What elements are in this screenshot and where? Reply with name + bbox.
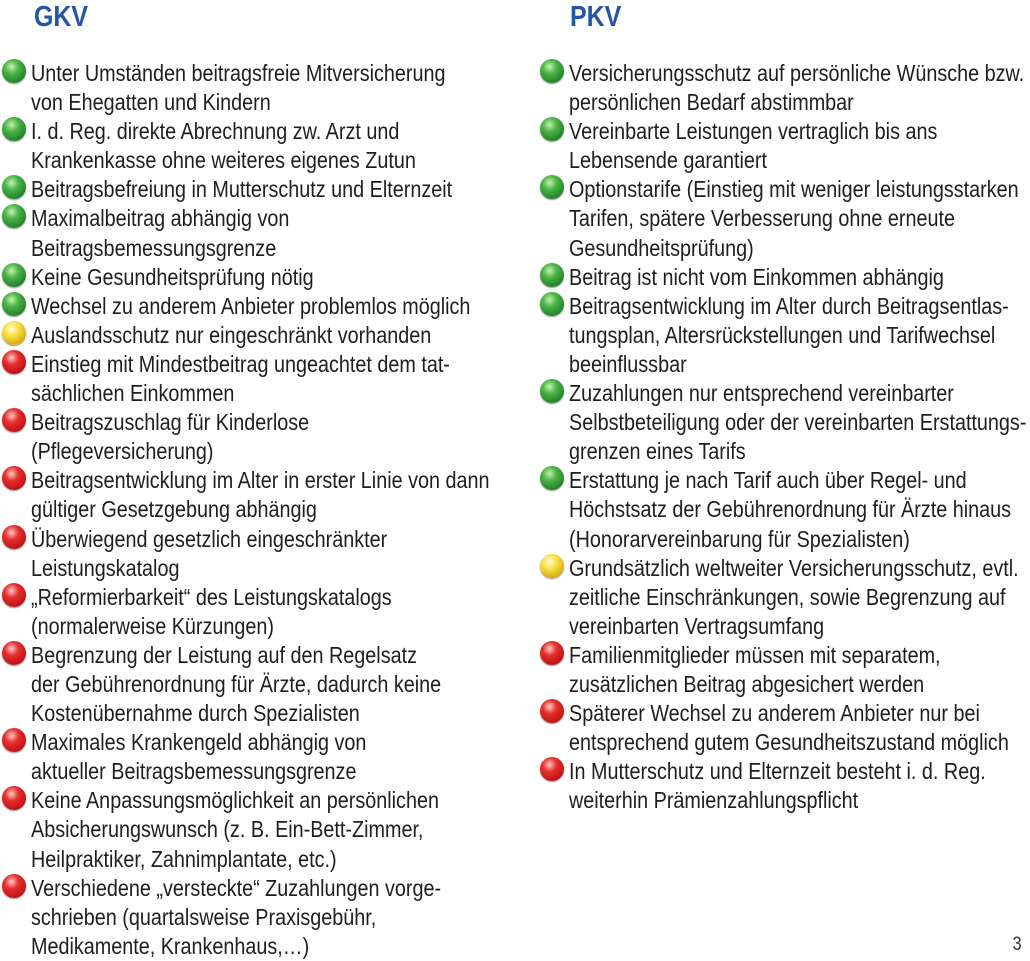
list-item — [538, 59, 1030, 117]
green-dot-icon — [2, 175, 26, 199]
list-item-text: Zuzahlungen nur entsprechend vereinbarter Selbstbeteiligung oder der vereinbarten Erstattungs- grenzen eines Tarifs — [569, 380, 1027, 465]
yellow-dot-icon — [540, 554, 564, 578]
list-item — [0, 175, 571, 204]
list-item-text: Überwiegend gesetzlich eingeschränkter Leistungskatalog — [31, 525, 388, 581]
green-dot-icon — [2, 204, 26, 228]
list-item-text: Beitrag ist nicht vom Einkommen abhängig — [569, 263, 944, 290]
list-item-text: Optionstarife (Einstieg mit weniger leistungsstarken Tarifen, spätere Verbesserung ohne erneute Gesundheitsprüfung) — [569, 176, 1019, 261]
gkv-list — [0, 59, 571, 961]
list-item-text: Maximalbeitrag abhängig von Beitragsbemessungsgrenze — [31, 205, 290, 261]
list-item — [0, 874, 571, 961]
list-item-text: Begrenzung der Leistung auf den Regelsatz der Gebührenordnung für Ärzte, dadurch keine Kostenübernahme durch Spezialisten — [31, 641, 442, 727]
green-dot-icon — [540, 117, 564, 141]
list-item-text: Verschiedene „versteckte“ Zuzahlungen vorge- schrieben (quartalsweise Praxisgebühr, Medikamente, Krankenhaus,…) — [31, 874, 442, 959]
list-item-text: Beitragsentwicklung im Alter durch Beitragsentlas- tungsplan, Altersrückstellungen und Tarifwechsel beeinflussbar — [569, 292, 1009, 377]
list-item-text: Erstattung je nach Tarif auch über Regel- und Höchstsatz der Gebührenordnung für Ärzte hinaus (Honorarvereinbarung für Spezialisten) — [569, 467, 1012, 552]
list-item — [0, 117, 571, 175]
green-dot-icon — [540, 379, 564, 403]
list-item-text: Auslandsschutz nur eingeschränkt vorhanden — [31, 321, 432, 348]
pkv-heading: PKV — [570, 1, 622, 33]
red-dot-icon — [2, 466, 26, 490]
list-item — [538, 175, 1030, 262]
list-item — [0, 350, 571, 408]
list-item-text: In Mutterschutz und Elternzeit besteht i. d. Reg. weiterhin Prämienzahlungspflicht — [569, 758, 986, 814]
green-dot-icon — [2, 263, 26, 287]
red-dot-icon — [540, 699, 564, 723]
list-item — [538, 699, 1030, 757]
green-dot-icon — [2, 59, 26, 83]
red-dot-icon — [2, 525, 26, 549]
green-dot-icon — [2, 292, 26, 316]
red-dot-icon — [2, 350, 26, 374]
list-item — [0, 525, 571, 583]
list-item-text: Keine Anpassungsmöglichkeit an persönlichen Absicherungswunsch (z. B. Ein-Bett-Zimmer, Heilpraktiker, Zahnimplantate, etc.) — [31, 787, 439, 872]
list-item-text: Einstieg mit Mindestbeitrag ungeachtet dem tat- sächlichen Einkommen — [31, 350, 450, 407]
list-item — [0, 786, 571, 873]
list-item-text: Vereinbarte Leistungen vertraglich bis ans Lebensende garantiert — [569, 118, 938, 174]
list-item-text: I. d. Reg. direkte Abrechnung zw. Arzt und Krankenkasse ohne weiteres eigenes Zutun — [31, 118, 416, 174]
list-item-text: Wechsel zu anderem Anbieter problemlos möglich — [31, 292, 471, 319]
red-dot-icon — [2, 583, 26, 607]
list-item-text: Beitragsentwicklung im Alter in erster Linie von dann gültiger Gesetzgebung abhängig — [31, 467, 490, 523]
page-number: 3 — [1012, 934, 1022, 955]
list-item — [0, 263, 571, 292]
list-item — [0, 583, 571, 641]
list-item — [0, 321, 571, 350]
list-item — [0, 292, 571, 321]
list-item — [538, 466, 1030, 553]
red-dot-icon — [540, 641, 564, 665]
list-item — [538, 554, 1030, 641]
pkv-list — [538, 59, 1030, 815]
red-dot-icon — [2, 408, 26, 432]
yellow-dot-icon — [2, 321, 26, 345]
list-item-text: Beitragsbefreiung in Mutterschutz und Elternzeit — [31, 176, 453, 203]
red-dot-icon — [540, 757, 564, 781]
list-item-text: Späterer Wechsel zu anderem Anbieter nur bei entsprechend gutem Gesundheitszustand möglich — [569, 700, 1009, 756]
list-item-text: „Reformierbarkeit“ des Leistungskatalogs (normalerweise Kürzungen) — [31, 583, 392, 639]
green-dot-icon — [540, 292, 564, 316]
list-item — [538, 757, 1030, 815]
list-item-text: Unter Umständen beitragsfreie Mitversicherung von Ehegatten und Kindern — [31, 60, 446, 116]
list-item — [538, 641, 1030, 699]
list-item — [0, 641, 571, 728]
green-dot-icon — [2, 117, 26, 141]
list-item — [0, 466, 571, 524]
red-dot-icon — [2, 728, 26, 752]
red-dot-icon — [2, 786, 26, 810]
list-item-text: Versicherungsschutz auf persönliche Wünsche bzw. persönlichen Bedarf abstimmbar — [569, 60, 1025, 116]
list-item — [538, 117, 1030, 175]
list-item-text: Beitragszuschlag für Kinderlose (Pflegeversicherung) — [31, 409, 310, 465]
list-item — [538, 292, 1030, 379]
list-item — [0, 59, 571, 117]
green-dot-icon — [540, 263, 564, 287]
red-dot-icon — [2, 641, 26, 665]
list-item-text: Maximales Krankengeld abhängig von aktueller Beitragsbemessungsgrenze — [31, 729, 367, 785]
list-item — [538, 263, 1030, 292]
green-dot-icon — [540, 59, 564, 83]
list-item — [0, 204, 571, 262]
list-item-text: Grundsätzlich weltweiter Versicherungsschutz, evtl. zeitliche Einschränkungen, sowie Begrenzung auf vereinbarten Vertragsumfang — [569, 554, 1019, 639]
list-item-text: Keine Gesundheitsprüfung nötig — [31, 263, 314, 290]
list-item — [538, 379, 1030, 466]
green-dot-icon — [540, 175, 564, 199]
gkv-heading: GKV — [34, 1, 89, 33]
list-item — [0, 408, 571, 466]
list-item-text: Familienmitglieder müssen mit separatem, zusätzlichen Beitrag abgesichert werden — [569, 641, 941, 697]
list-item — [0, 728, 571, 786]
green-dot-icon — [540, 466, 564, 490]
red-dot-icon — [2, 874, 26, 898]
